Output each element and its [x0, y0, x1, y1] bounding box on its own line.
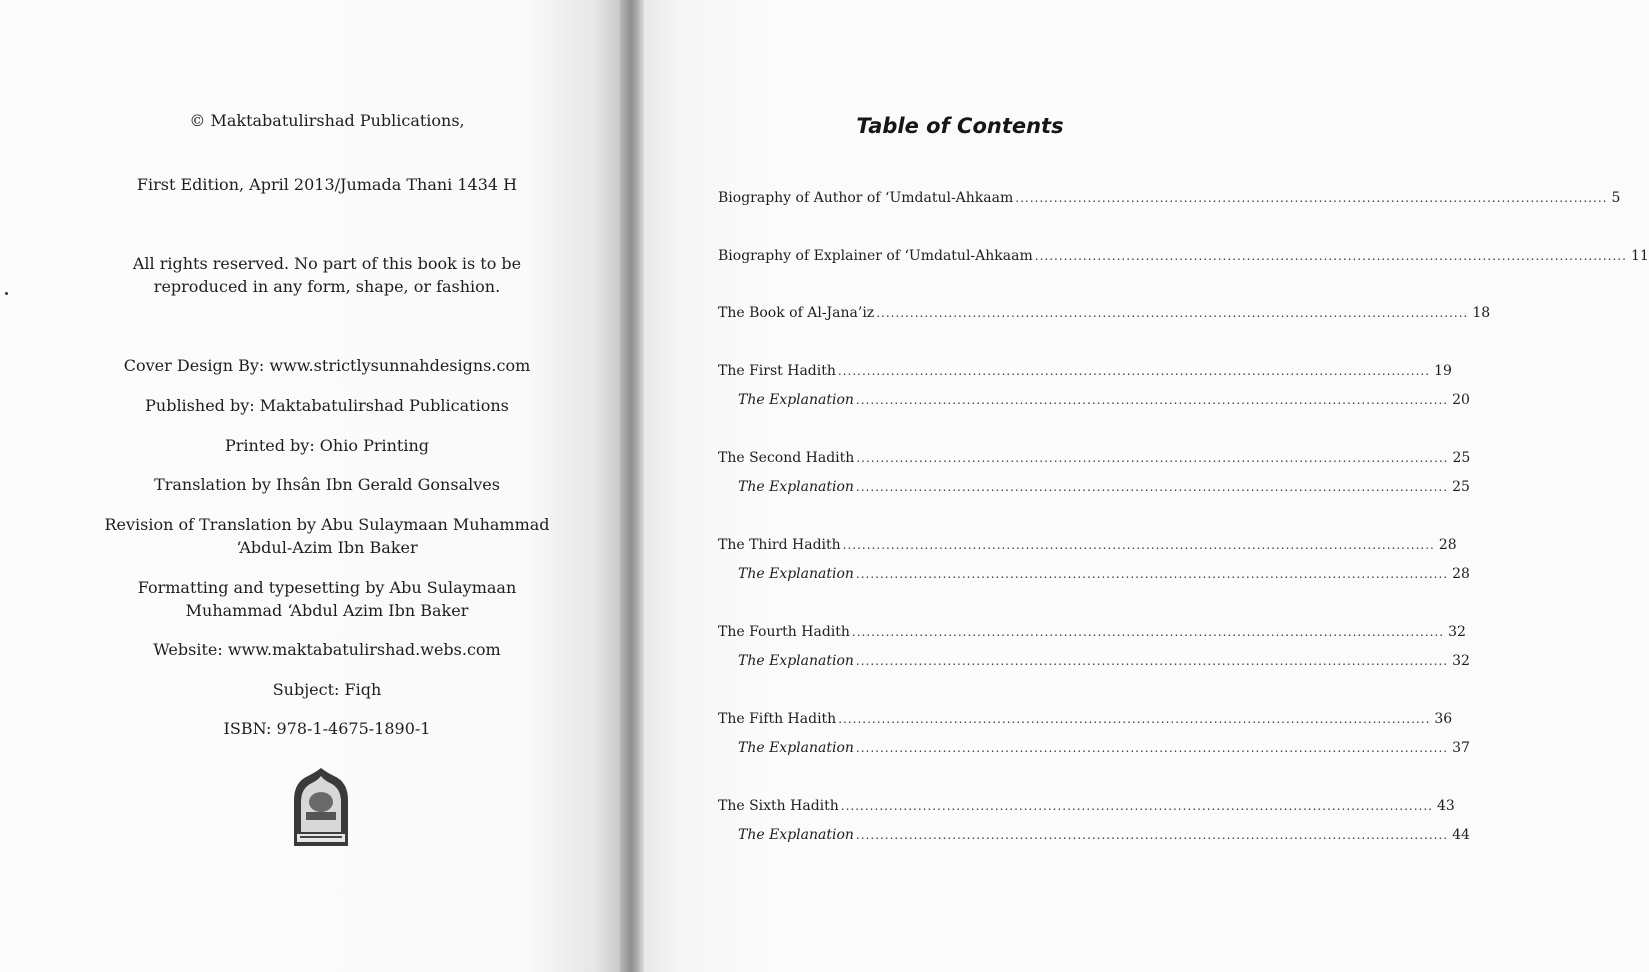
toc-entry-title: The Explanation [738, 740, 854, 756]
toc-entry-page: 11 [1630, 248, 1649, 264]
toc-entry-page: 25 [1452, 479, 1470, 495]
toc-entry-page: 37 [1452, 740, 1470, 756]
toc-entry-title: The Explanation [738, 653, 854, 669]
toc-entry-title: The Explanation [738, 479, 854, 495]
toc-entry [718, 798, 1455, 818]
toc-leader: ........................................................................................................................... [838, 712, 1431, 726]
toc-subentry [738, 479, 1470, 499]
toc-entry-title: The Sixth Hadith [718, 798, 839, 814]
toc-entry-title: The Explanation [738, 566, 854, 582]
revision-line-2: ‘Abdul-Azim Ibn Baker [236, 538, 418, 557]
published-by-line: Published by: Maktabatulirshad Publications [145, 396, 509, 415]
toc-entry-page: 20 [1452, 392, 1470, 408]
toc-entry-page: 43 [1436, 798, 1455, 814]
formatting-line-1: Formatting and typesetting by Abu Sulaymaan [137, 578, 517, 597]
toc-entry-page: 36 [1434, 711, 1453, 727]
toc-entry [718, 450, 1471, 470]
edition-line: First Edition, April 2013/Jumada Thani 1434 H [136, 175, 518, 194]
rights-line-2: reproduced in any form, shape, or fashion. [153, 277, 501, 296]
toc-entry-page: 32 [1448, 624, 1466, 640]
toc-entry-page: 32 [1452, 653, 1470, 669]
toc-leader: ........................................................................................................................... [840, 799, 1433, 813]
toc-entry-title: The Fourth Hadith [718, 624, 850, 640]
toc-leader: ........................................................................................................................... [855, 741, 1449, 755]
rights-line-1: All rights reserved. No part of this book is to be [132, 254, 522, 273]
toc-leader: ........................................................................................................................... [842, 538, 1435, 552]
left-page [0, 0, 620, 972]
toc-subentry [738, 392, 1470, 412]
toc-entry [718, 624, 1466, 644]
subject-line: Subject: Fiqh [272, 680, 382, 699]
toc-entry-title: Biography of Author of ‘Umdatul-Ahkaam [718, 190, 1014, 206]
toc-entry-title: The Explanation [738, 827, 854, 843]
revision-line-1: Revision of Translation by Abu Sulaymaan Muhammad [104, 515, 550, 534]
toc-entry-title: The First Hadith [718, 363, 836, 379]
website-line: Website: www.maktabatulirshad.webs.com [153, 640, 501, 659]
toc-entry-title: The Second Hadith [718, 450, 855, 466]
toc-entry-title: The Third Hadith [718, 537, 841, 553]
toc-subentry [738, 827, 1470, 847]
toc-leader: ........................................................................................................................... [855, 654, 1449, 668]
formatting-line-2: Muhammad ‘Abdul Azim Ibn Baker [185, 601, 469, 620]
toc-title: Table of Contents [856, 114, 1064, 138]
toc-leader: ........................................................................................................................... [856, 451, 1449, 465]
toc-subentry [738, 653, 1470, 673]
toc-leader: ........................................................................................................................... [851, 625, 1445, 639]
toc-entry [718, 537, 1457, 557]
book-gutter [620, 0, 644, 972]
toc-entry-page: 25 [1452, 450, 1471, 466]
toc-entry [718, 190, 1621, 210]
toc-leader: ........................................................................................................................... [837, 364, 1431, 378]
printed-by-line: Printed by: Ohio Printing [224, 436, 429, 455]
toc-entry-page: 28 [1438, 537, 1457, 553]
toc-entry [718, 363, 1452, 383]
toc-leader: ........................................................................................................................... [855, 828, 1449, 842]
toc-entry-page: 5 [1611, 190, 1621, 206]
toc-entry-page: 28 [1452, 566, 1470, 582]
publisher-logo-icon [286, 766, 356, 848]
table-of-contents [718, 0, 1649, 972]
toc-entry [718, 711, 1453, 731]
toc-leader: ........................................................................................................................... [855, 567, 1449, 581]
toc-leader: ........................................................................................................................... [1034, 249, 1627, 263]
toc-entry [718, 305, 1491, 325]
toc-entry [718, 248, 1649, 268]
toc-entry-title: The Fifth Hadith [718, 711, 837, 727]
toc-leader: ........................................................................................................................... [855, 480, 1449, 494]
toc-entry-page: 44 [1452, 827, 1470, 843]
translation-line: Translation by Ihsân Ibn Gerald Gonsalves [154, 475, 500, 494]
toc-leader: ........................................................................................................................... [876, 306, 1469, 320]
toc-subentry [738, 566, 1470, 586]
toc-entry-title: The Book of Al-Jana’iz [718, 305, 875, 321]
isbn-line: ISBN: 978-1-4675-1890-1 [223, 719, 431, 738]
cover-design-line: Cover Design By: www.strictlysunnahdesigns.com [123, 356, 531, 375]
toc-leader: ........................................................................................................................... [1015, 191, 1608, 205]
toc-entry-page: 18 [1472, 305, 1491, 321]
toc-entry-page: 19 [1434, 363, 1452, 379]
toc-leader: ........................................................................................................................... [855, 393, 1449, 407]
print-speck [5, 292, 8, 295]
toc-subentry [738, 740, 1470, 760]
copyright-line: © Maktabatulirshad Publications, [189, 111, 465, 130]
toc-entry-title: Biography of Explainer of ‘Umdatul-Ahkaam [718, 248, 1033, 264]
toc-entry-title: The Explanation [738, 392, 854, 408]
